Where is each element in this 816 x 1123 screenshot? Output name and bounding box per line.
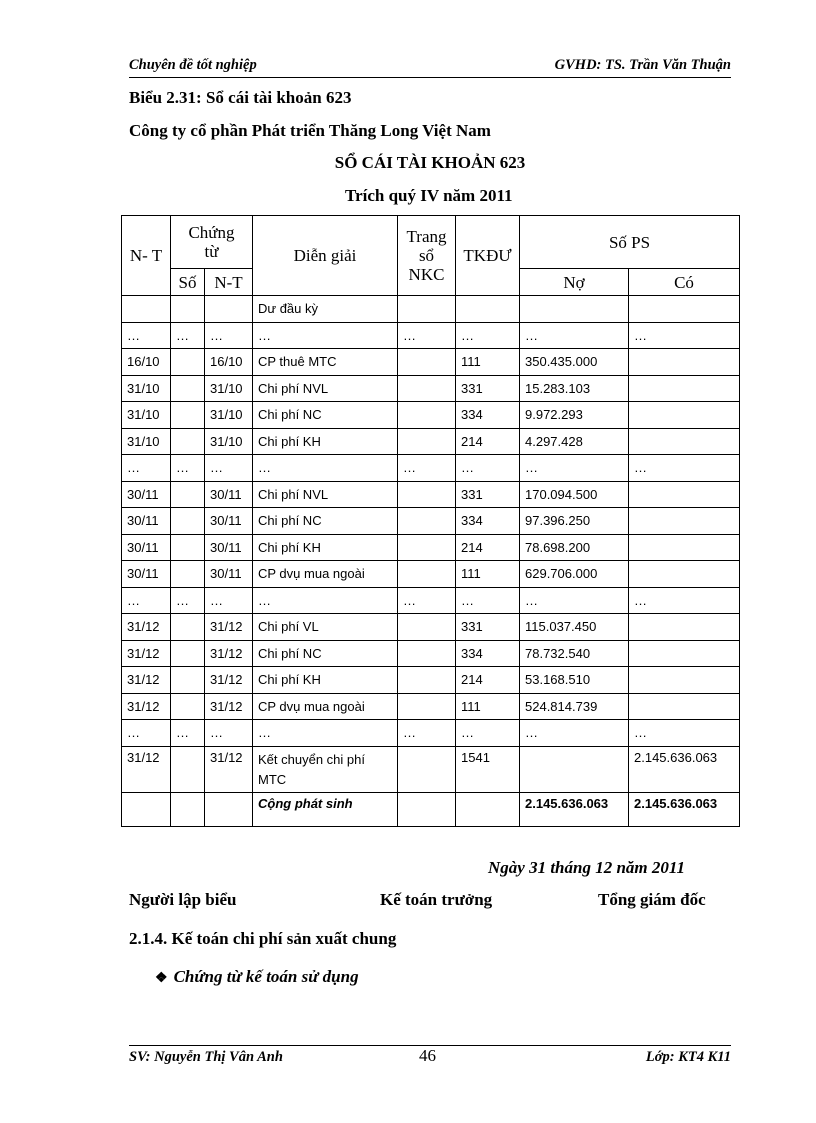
cell (629, 534, 740, 561)
cell (398, 746, 456, 792)
cell: 78.698.200 (520, 534, 629, 561)
cell: 334 (456, 402, 520, 429)
table-row (122, 508, 740, 535)
cell (398, 481, 456, 508)
cell (398, 693, 456, 720)
header-right: GVHD: TS. Trần Văn Thuận (554, 57, 731, 73)
cell: … (253, 455, 398, 482)
cell (629, 508, 740, 535)
cell (520, 746, 629, 792)
closing-row (122, 746, 740, 792)
cell (171, 561, 205, 588)
cell: 31/10 (122, 375, 171, 402)
cell: … (171, 587, 205, 614)
cell (171, 481, 205, 508)
total-no: 2.145.636.063 (520, 792, 629, 826)
cell: Kết chuyển chi phí MTC (253, 746, 398, 792)
cell: 111 (456, 561, 520, 588)
cell (398, 640, 456, 667)
cell (398, 561, 456, 588)
cell (629, 640, 740, 667)
cell: 78.732.540 (520, 640, 629, 667)
cell: … (398, 322, 456, 349)
cell: 31/10 (205, 402, 253, 429)
cell: … (520, 322, 629, 349)
cell (398, 349, 456, 376)
cell (398, 402, 456, 429)
cell: 31/12 (122, 614, 171, 641)
page-footer (129, 1045, 731, 1068)
cell: 16/10 (122, 349, 171, 376)
cell: 334 (456, 640, 520, 667)
cell: 111 (456, 349, 520, 376)
cell: … (205, 455, 253, 482)
cell: 30/11 (122, 534, 171, 561)
cell (398, 428, 456, 455)
page-number: 46 (419, 1046, 436, 1065)
total-row (122, 792, 740, 826)
cell: 524.814.739 (520, 693, 629, 720)
cell: … (122, 455, 171, 482)
col-tkdu: TKĐƯ (456, 216, 520, 296)
table-row (122, 561, 740, 588)
cell: CP dvụ mua ngoài (253, 693, 398, 720)
cell: … (171, 455, 205, 482)
col-no: Nợ (520, 269, 629, 296)
company-name: Công ty cổ phần Phát triển Thăng Long Việt Nam (129, 121, 491, 140)
cell (171, 375, 205, 402)
cell: 214 (456, 667, 520, 694)
cell: … (520, 587, 629, 614)
cell: … (171, 322, 205, 349)
cell (629, 693, 740, 720)
header-left: Chuyên đề tốt nghiệp (129, 57, 257, 73)
cell (171, 349, 205, 376)
cell: … (205, 587, 253, 614)
bullet-item (155, 967, 359, 987)
table-row (122, 428, 740, 455)
cell: Chi phí NC (253, 640, 398, 667)
ledger-table (121, 215, 740, 827)
ledger-title: SỔ CÁI TÀI KHOẢN 623 (334, 153, 526, 172)
cell: 97.396.250 (520, 508, 629, 535)
table-row (122, 667, 740, 694)
cell: 331 (456, 614, 520, 641)
table-row (122, 614, 740, 641)
cell: Chi phí NVL (253, 375, 398, 402)
cell: 4.297.428 (520, 428, 629, 455)
table-row (122, 322, 740, 349)
signature-director: Tổng giám đốc (598, 890, 706, 909)
signature-preparer: Người lập biểu (129, 890, 237, 909)
col-co: Có (629, 269, 740, 296)
cell: 30/11 (205, 561, 253, 588)
cell: 53.168.510 (520, 667, 629, 694)
cell: … (253, 587, 398, 614)
col-trang-so: Trang sổ NKC (398, 216, 456, 296)
cell: 31/12 (205, 667, 253, 694)
cell: Chi phí KH (253, 428, 398, 455)
bullet-text: Chứng từ kế toán sử dụng (173, 967, 359, 986)
cell: … (171, 720, 205, 747)
cell: 16/10 (205, 349, 253, 376)
cell: … (122, 720, 171, 747)
diamond-bullet-icon: ❖ (155, 971, 168, 986)
cell: CP dvụ mua ngoài (253, 561, 398, 588)
cell: 334 (456, 508, 520, 535)
cell: 1541 (456, 746, 520, 792)
cell: 31/10 (122, 402, 171, 429)
cell: … (629, 720, 740, 747)
table-row (122, 296, 740, 323)
date-line: Ngày 31 tháng 12 năm 2011 (488, 858, 685, 877)
table-caption: Biểu 2.31: Sổ cái tài khoản 623 (129, 88, 352, 107)
cell: 2.145.636.063 (629, 746, 740, 792)
cell (398, 534, 456, 561)
cell: 31/12 (122, 693, 171, 720)
cell: 30/11 (122, 481, 171, 508)
col-chung-tu: Chứng từ (171, 216, 253, 269)
table-row (122, 534, 740, 561)
cell: 31/10 (122, 428, 171, 455)
cell (629, 667, 740, 694)
cell: 30/11 (205, 534, 253, 561)
cell: 115.037.450 (520, 614, 629, 641)
table-row (122, 640, 740, 667)
cell: 331 (456, 481, 520, 508)
cell: 331 (456, 375, 520, 402)
table-row (122, 720, 740, 747)
cell: Chi phí KH (253, 534, 398, 561)
cell (171, 508, 205, 535)
col-nt: N- T (122, 216, 171, 296)
cell: … (456, 455, 520, 482)
cell: … (520, 720, 629, 747)
cell (398, 667, 456, 694)
cell: 214 (456, 534, 520, 561)
cell: 30/11 (205, 481, 253, 508)
cell (171, 667, 205, 694)
cell: 31/10 (205, 375, 253, 402)
cell: Chi phí VL (253, 614, 398, 641)
cell: 30/11 (205, 508, 253, 535)
cell: … (456, 322, 520, 349)
cell: … (398, 455, 456, 482)
table-row (122, 455, 740, 482)
cell: … (629, 322, 740, 349)
cell: … (456, 587, 520, 614)
table-row (122, 402, 740, 429)
cell (171, 614, 205, 641)
table-row (122, 693, 740, 720)
cell (171, 746, 205, 792)
cell: … (253, 322, 398, 349)
cell: 31/12 (205, 693, 253, 720)
cell: Chi phí NC (253, 508, 398, 535)
ledger-rows (122, 322, 740, 746)
cell: 170.094.500 (520, 481, 629, 508)
table-row (122, 587, 740, 614)
cell: Chi phí NVL (253, 481, 398, 508)
cell: … (398, 587, 456, 614)
cell (398, 508, 456, 535)
signature-accountant: Kế toán trưởng (380, 890, 493, 909)
cell: Chi phí NC (253, 402, 398, 429)
cell (171, 693, 205, 720)
total-co: 2.145.636.063 (629, 792, 740, 826)
cell: 31/12 (122, 667, 171, 694)
table-row (122, 349, 740, 376)
cell (629, 614, 740, 641)
cell (171, 640, 205, 667)
cell: 31/12 (122, 640, 171, 667)
cell: 350.435.000 (520, 349, 629, 376)
opening-balance-label: Dư đầu kỳ (253, 296, 398, 323)
cell: 214 (456, 428, 520, 455)
cell: … (520, 455, 629, 482)
cell: 30/11 (122, 508, 171, 535)
cell: … (398, 720, 456, 747)
cell (629, 481, 740, 508)
cell: CP thuê MTC (253, 349, 398, 376)
cell: Chi phí KH (253, 667, 398, 694)
cell: 31/12 (205, 640, 253, 667)
cell (171, 534, 205, 561)
cell: … (629, 587, 740, 614)
cell: 629.706.000 (520, 561, 629, 588)
ledger-period: Trích quý IV năm 2011 (345, 186, 513, 205)
table-header-row (122, 216, 740, 269)
cell (171, 402, 205, 429)
cell (629, 561, 740, 588)
cell: 31/12 (205, 614, 253, 641)
cell: 111 (456, 693, 520, 720)
cell: … (456, 720, 520, 747)
cell (398, 614, 456, 641)
cell: 9.972.293 (520, 402, 629, 429)
cell: 31/12 (122, 746, 171, 792)
cell (171, 428, 205, 455)
cell: … (205, 720, 253, 747)
table-row (122, 375, 740, 402)
cell (629, 402, 740, 429)
cell: … (122, 587, 171, 614)
total-label: Cộng phát sinh (253, 792, 398, 826)
section-heading: 2.1.4. Kế toán chi phí sản xuất chung (129, 929, 397, 948)
footer-left: SV: Nguyễn Thị Vân Anh (129, 1049, 283, 1065)
cell: … (629, 455, 740, 482)
cell: 15.283.103 (520, 375, 629, 402)
cell (398, 375, 456, 402)
cell: … (253, 720, 398, 747)
cell: 31/10 (205, 428, 253, 455)
cell: 30/11 (122, 561, 171, 588)
cell (629, 349, 740, 376)
page-header (129, 57, 731, 78)
cell: … (205, 322, 253, 349)
col-ct-nt: N-T (205, 269, 253, 296)
col-so: Số (171, 269, 205, 296)
col-so-ps: Số PS (520, 216, 740, 269)
col-dien-giai: Diễn giải (253, 216, 398, 296)
cell: 31/12 (205, 746, 253, 792)
footer-right: Lớp: KT4 K11 (645, 1049, 731, 1065)
cell (629, 375, 740, 402)
table-row (122, 481, 740, 508)
cell: … (122, 322, 171, 349)
cell (629, 428, 740, 455)
